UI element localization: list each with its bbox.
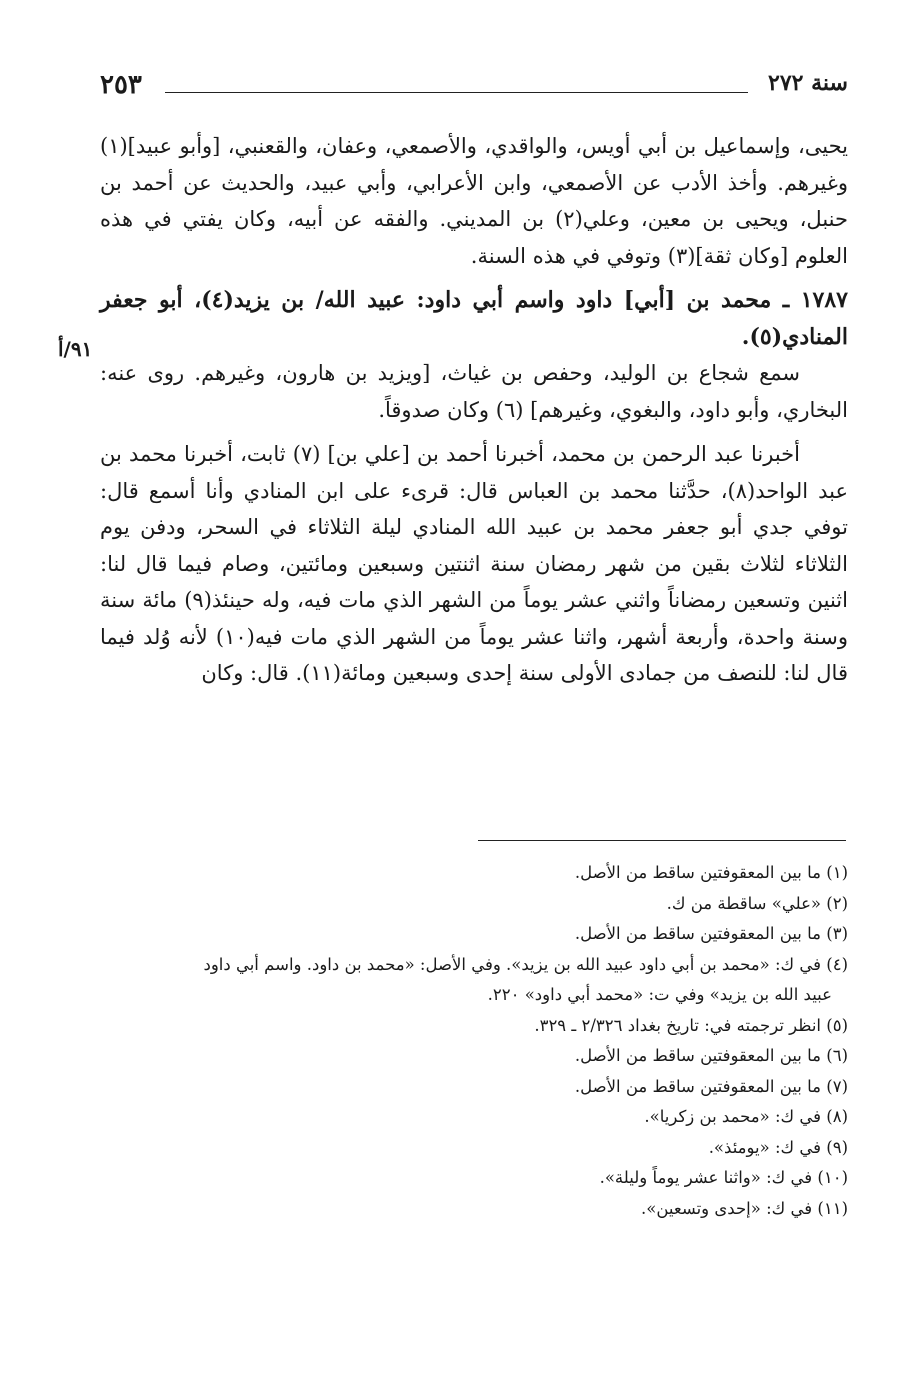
footnote-1: (١) ما بين المعقوفتين ساقط من الأصل. xyxy=(574,863,848,882)
footnote-5: (٥) انظر ترجمته في: تاريخ بغداد ٢/٣٢٦ ـ ٣٢٩. xyxy=(534,1015,848,1035)
footnotes xyxy=(96,858,848,1224)
running-title: سنة ٢٧٢ xyxy=(768,70,848,96)
entry-heading: ١٧٨٧ ـ محمد بن [أبي] داود واسم أبي داود: عبيد الله/ بن يزيد(٤)، أبو جعفر المنادي(٥). xyxy=(100,287,848,350)
header-rule xyxy=(165,92,748,93)
footnote-rule xyxy=(478,840,846,841)
paragraph-continuation: يحيى، وإسماعيل بن أبي أويس، والواقدي، والأصمعي، وعفان، والقعنبي، [وأبو عبيد](١) وغيرهم. وأخذ الأدب عن الأصمعي، وابن الأعرابي، وأبي عبيد، والحديث عن أحمد بن حنبل، ويحيى بن معين، وعلي(٢) بن المديني. والفقه عن أبيه، وكان يفتي في هذه العلوم [وكان ثقة](٣) وتوفي في هذه السنة. xyxy=(100,134,848,268)
footnote-4: (٤) في ك: «محمد بن أبي داود عبيد الله بن يزيد». وفي الأصل: «محمد بن داود. واسم أبي داود xyxy=(203,954,848,974)
footnote-10: (١٠) في ك: «واثنا عشر يوماً وليلة». xyxy=(599,1168,848,1187)
footnote-6: (٦) ما بين المعقوفتين ساقط من الأصل. xyxy=(574,1046,848,1065)
page-number: ٢٥٣ xyxy=(100,70,142,100)
margin-folio-note: ٩١/أ xyxy=(58,337,93,361)
page-header xyxy=(100,70,848,110)
footnote-8: (٨) في ك: «محمد بن زكريا». xyxy=(644,1107,848,1126)
footnote-2: (٢) «علي» ساقطة من ك. xyxy=(666,893,848,913)
footnote-4-continued: عبيد الله بن يزيد» وفي ت: «محمد أبي داود» ٢٢٠. xyxy=(487,985,832,1004)
footnote-11: (١١) في ك: «إحدى وتسعين». xyxy=(641,1198,848,1218)
footnote-3: (٣) ما بين المعقوفتين ساقط من الأصل. xyxy=(574,924,848,943)
footnote-9: (٩) في ك: «يومئذ». xyxy=(708,1137,848,1157)
paragraph-narration: أخبرنا عبد الرحمن بن محمد، أخبرنا أحمد بن [علي بن] (٧) ثابت، أخبرنا محمد بن عبد الواحد(٨)، حدَّثنا محمد بن العباس قال: قرىء على ابن المنادي وأنا أسمع قال: توفي جدي أبو جعفر محمد بن عبيد الله المنادي ليلة الثلاثاء في السحر، ودفن يوم الثلاثاء لثلاث بقين من شهر رمضان سنة اثنتين وسبعين ومائتين، وصام فيما قال لنا: اثنين وتسعين رمضاناً واثني عشر يوماً من الشهر الذي مات فيه، وله حينئذ(٩) مائة سنة وسنة واحدة، وأربعة أشهر، واثنا عشر يوماً من الشهر الذي مات فيه(١٠) لأنه وُلد فيما قال لنا: للنصف من جمادى الأولى سنة إحدى وسبعين ومائة(١١). قال: وكان xyxy=(100,442,849,685)
main-text xyxy=(100,128,848,692)
paragraph-teachers: سمع شجاع بن الوليد، وحفص بن غياث، [ويزيد بن هارون، وغيرهم. روى عنه: البخاري، وأبو داود، والبغوي، وغيرهم] (٦) وكان صدوقاً. xyxy=(100,361,848,422)
footnote-7: (٧) ما بين المعقوفتين ساقط من الأصل. xyxy=(574,1076,848,1096)
